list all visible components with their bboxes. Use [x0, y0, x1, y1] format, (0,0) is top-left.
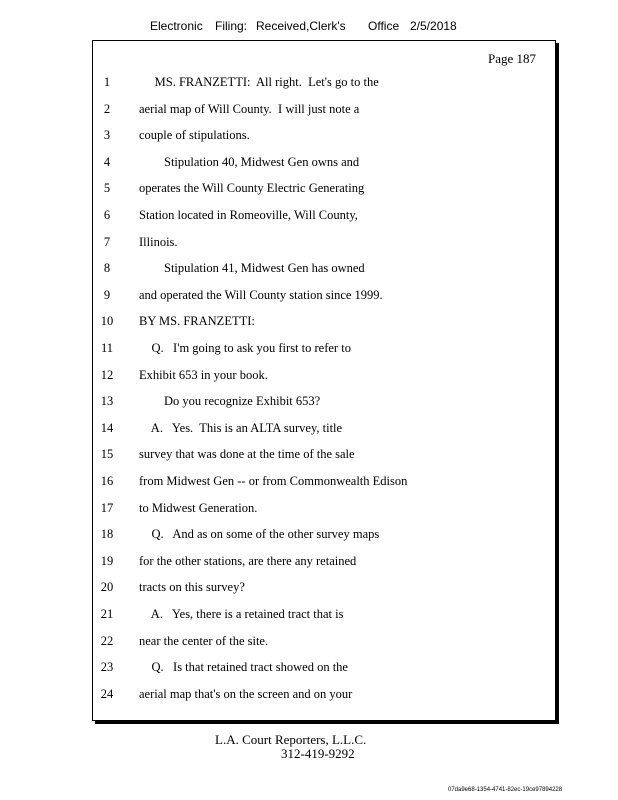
- transcript-line: [0, 338, 600, 358]
- line-number: 18: [100, 527, 114, 542]
- line-text: Do you recognize Exhibit 653?: [139, 394, 321, 409]
- transcript-line: [0, 232, 600, 252]
- transcript-line: [0, 471, 600, 491]
- line-number: 8: [103, 261, 111, 276]
- line-number: 10: [100, 314, 114, 329]
- header-electronic: Electronic: [150, 19, 203, 33]
- line-text: tracts on this survey?: [139, 580, 245, 595]
- line-text: for the other stations, are there any retained: [139, 553, 357, 568]
- line-number: 24: [100, 686, 114, 701]
- line-number: 17: [100, 500, 114, 515]
- line-text: and operated the Will County station since 1999.: [139, 287, 383, 302]
- line-number: 7: [103, 234, 111, 249]
- transcript-line: [0, 444, 600, 464]
- transcript-line: [0, 152, 600, 172]
- line-number: 2: [103, 101, 111, 116]
- line-number: 16: [100, 474, 114, 488]
- line-number: 15: [100, 447, 114, 462]
- line-text: Station located in Romeoville, Will County,: [139, 208, 358, 222]
- line-text: Exhibit 653 in your book.: [139, 367, 268, 382]
- line-number: 6: [103, 208, 111, 222]
- transcript-line: [0, 418, 600, 438]
- line-number: 4: [103, 154, 111, 169]
- filing-header: [0, 19, 618, 37]
- page-number: Page 187: [488, 51, 537, 66]
- line-text: Illinois.: [139, 234, 178, 249]
- line-number: 22: [100, 633, 114, 648]
- line-text: from Midwest Gen -- or from Commonwealth Edison: [139, 474, 408, 488]
- line-number: 13: [100, 394, 114, 409]
- line-number: 23: [100, 660, 114, 675]
- transcript-line: [0, 311, 600, 331]
- line-text: BY MS. FRANZETTI:: [139, 314, 255, 329]
- line-number: 12: [100, 367, 114, 382]
- line-text: MS. FRANZETTI: All right. Let's go to the: [139, 75, 379, 89]
- line-text: to Midwest Generation.: [139, 500, 258, 515]
- transcript-line: [0, 631, 600, 651]
- transcript-line: [0, 391, 600, 411]
- line-text: near the center of the site.: [139, 633, 269, 648]
- header-received-clerks: Received,Clerk's: [256, 19, 346, 33]
- line-text: survey that was done at the time of the sale: [139, 447, 355, 462]
- line-text: Stipulation 41, Midwest Gen has owned: [139, 261, 365, 276]
- document-id: 07da9e68-1354-4741-82ec-19ce97894228: [448, 787, 563, 793]
- transcript-line: [0, 604, 600, 624]
- transcript-line: [0, 498, 600, 518]
- line-number: 3: [103, 128, 111, 143]
- header-filing: Filing:: [215, 19, 248, 33]
- transcript-line: [0, 205, 600, 225]
- line-text: Q. Is that retained tract showed on the: [139, 660, 348, 675]
- transcript-line: [0, 72, 600, 92]
- transcript-line: [0, 285, 600, 305]
- line-number: 11: [100, 341, 114, 355]
- line-number: 19: [100, 553, 114, 568]
- line-text: A. Yes. This is an ALTA survey, title: [139, 420, 343, 435]
- line-text: couple of stipulations.: [139, 128, 250, 143]
- line-number: 9: [103, 287, 111, 302]
- transcript-line: [0, 657, 600, 677]
- line-text: Stipulation 40, Midwest Gen owns and: [139, 154, 360, 169]
- transcript-line: [0, 365, 600, 385]
- line-text: Q. And as on some of the other survey maps: [139, 527, 380, 542]
- transcript-line: [0, 684, 600, 704]
- transcript-line: [0, 178, 600, 198]
- line-text: A. Yes, there is a retained tract that is: [139, 607, 344, 621]
- line-number: 14: [100, 420, 114, 435]
- transcript-line: [0, 524, 600, 544]
- line-number: 5: [103, 181, 111, 196]
- line-text: aerial map of Will County. I will just note a: [139, 101, 360, 116]
- transcript-line: [0, 258, 600, 278]
- header-date: 2/5/2018: [410, 19, 457, 33]
- line-text: aerial map that's on the screen and on your: [139, 686, 353, 701]
- header-office: Office: [368, 19, 400, 33]
- transcript-line: [0, 577, 600, 597]
- reporter-phone: 312-419-9292: [281, 746, 355, 761]
- reporter-company: L.A. Court Reporters, L.L.C.: [215, 732, 367, 747]
- line-number: 21: [100, 607, 114, 621]
- line-text: Q. I'm going to ask you first to refer to: [139, 341, 351, 355]
- transcript-line: [0, 551, 600, 571]
- line-number: 20: [100, 580, 114, 595]
- line-text: operates the Will County Electric Generating: [139, 181, 365, 196]
- transcript-line: [0, 125, 600, 145]
- transcript-line: [0, 99, 600, 119]
- line-number: 1: [103, 75, 111, 89]
